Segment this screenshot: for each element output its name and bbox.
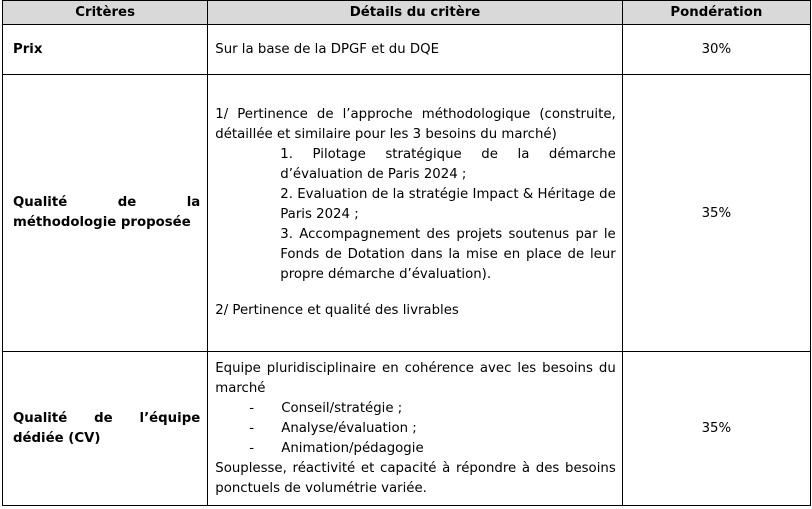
criterion-equipe-line2: dédiée (CV): [13, 430, 101, 446]
details-methodologie: [208, 75, 623, 352]
criterion-methodologie-line2: méthodologie proposée: [13, 215, 191, 230]
weight-equipe: 35%: [622, 352, 810, 506]
weight-methodologie: 35%: [622, 75, 810, 352]
table-row-methodologie: [3, 75, 811, 352]
methodo-point2: 2/ Pertinence et qualité des livrables: [215, 303, 459, 318]
criterion-prix: Prix: [3, 25, 208, 75]
header-details: Détails du critère: [208, 1, 623, 25]
table-row-equipe: [3, 352, 811, 506]
methodo-sub3: 3. Accompagnement des projets soutenus par le Fonds de Dotation dans la mise en place de leur propre démarche d’évaluation).: [280, 227, 616, 282]
weight-prix: 30%: [622, 25, 810, 75]
equipe-intro: Equipe pluridisciplinaire en cohérence avec les besoins du marché: [215, 360, 616, 396]
details-equipe: [208, 352, 623, 506]
list-item: - Analyse/évaluation ;: [249, 420, 417, 436]
table-row-prix: [3, 25, 811, 75]
header-criteria: Critères: [3, 1, 208, 25]
details-prix: Sur la base de la DPGF et du DQE: [208, 25, 623, 75]
methodo-point1-title: 1/ Pertinence de l’approche méthodologique (construite, détaillée et similaire pour les 3 besoins du marché): [215, 107, 616, 142]
criterion-equipe-line1: Qualité de l’équipe: [13, 410, 201, 426]
list-item: - Animation/pédagogie: [249, 440, 424, 456]
list-item: - Conseil/stratégie ;: [249, 400, 403, 416]
methodo-sub2: 2. Evaluation de la stratégie Impact & Héritage de Paris 2024 ;: [280, 187, 616, 222]
header-weighting: Pondération: [622, 1, 810, 25]
methodo-sub1: 1. Pilotage stratégique de la démarche d’évaluation de Paris 2024 ;: [280, 147, 616, 182]
criterion-methodologie: [3, 75, 208, 352]
criterion-equipe: [3, 352, 208, 506]
header-row: [3, 1, 811, 25]
criteria-table: [2, 0, 811, 506]
criterion-methodologie-line1: Qualité de la: [13, 195, 201, 210]
equipe-outro: Souplesse, réactivité et capacité à répondre à des besoins ponctuels de volumétrie variée.: [215, 460, 616, 496]
